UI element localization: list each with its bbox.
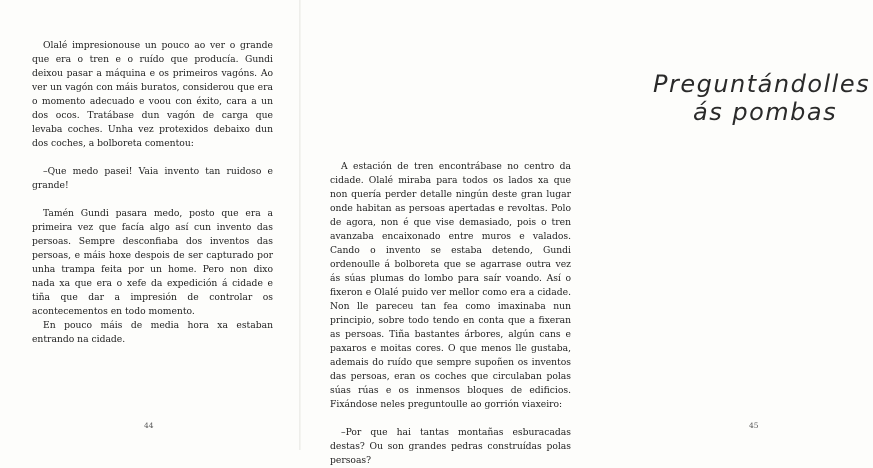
paragraph: Tamén Gundi pasara medo, posto que era a primeira vez que facía algo así cun invento das persoas. Sempre desconfiaba dos inventos das persoas, e máis hoxe despois de ser capturado por unha trampa feita por un home. Pero non dixo nada xa que era o xefe da expedición á cidade e tiña que dar a impresión de controlar os acontecementos en todo momento.: [32, 208, 273, 317]
left-page-body: [32, 39, 273, 347]
paragraph-gap: [330, 412, 571, 426]
paragraph-gap: [32, 193, 273, 207]
paragraph: A estación de tren encontrábase no centro da cidade. Olalé miraba para todos os lados xa que non quería perder detalle ningún deste gran lugar onde habitan as persoas apertadas e revoltas. Polo de agora, non é que vise demasiado, pois o tren avanzaba encaixonado entre muros e valados. Cando o invento se estaba detendo, Gundi ordenoulle á bolboreta que se agarrase outra vez ás súas plumas do lombo para saír voando. Así o fixeron e Olalé puido ver mellor como era a cidade. Non lle pareceu tan fea como imaxinaba nun principio, sobre todo tendo en conta que a fixeran as persoas. Tiña bastantes árbores, algún cans e paxaros e moitas cores. O que menos lle gustaba, ademais do ruído que sempre supoñen os inventos das persoas, eran os coches que circulaban polas súas rúas e os inmensos bloques de edificios. Fixándose neles preguntoulle ao gorrión viaxeiro:: [330, 161, 571, 410]
paragraph: Olalé impresionouse un pouco ao ver o grande que era o tren e o ruído que producía. Gundi deixou pasar a máquina e os primeiros vagóns. Ao ver un vagón con máis buratos, considerou que era o momento adecuado e voou con éxito, cara a un dos ocos. Tratábase dun vagón de carga que levaba coches. Unha vez protexidos debaixo dun dos coches, a bolboreta comentou:: [32, 40, 273, 149]
left-page: [0, 0, 300, 450]
chapter-title-line-2: ás pombas: [693, 98, 838, 126]
page-number-left: 44: [144, 421, 154, 430]
chapter-title-line-1: Preguntándolles: [653, 70, 871, 98]
chapter-title: [653, 70, 873, 126]
paragraph: En pouco máis de media hora xa estaban entrando na cidade.: [32, 320, 273, 345]
page-number-right: 45: [749, 421, 759, 430]
paragraph-gap: [32, 151, 273, 165]
dialog-line: –Por que hai tantas montañas esburacadas destas? Ou son grandes pedras construídas polas persoas?: [330, 427, 571, 466]
right-page-body: [330, 160, 571, 468]
dialog-line: –Que medo pasei! Vaia invento tan ruidoso e grande!: [32, 166, 273, 191]
